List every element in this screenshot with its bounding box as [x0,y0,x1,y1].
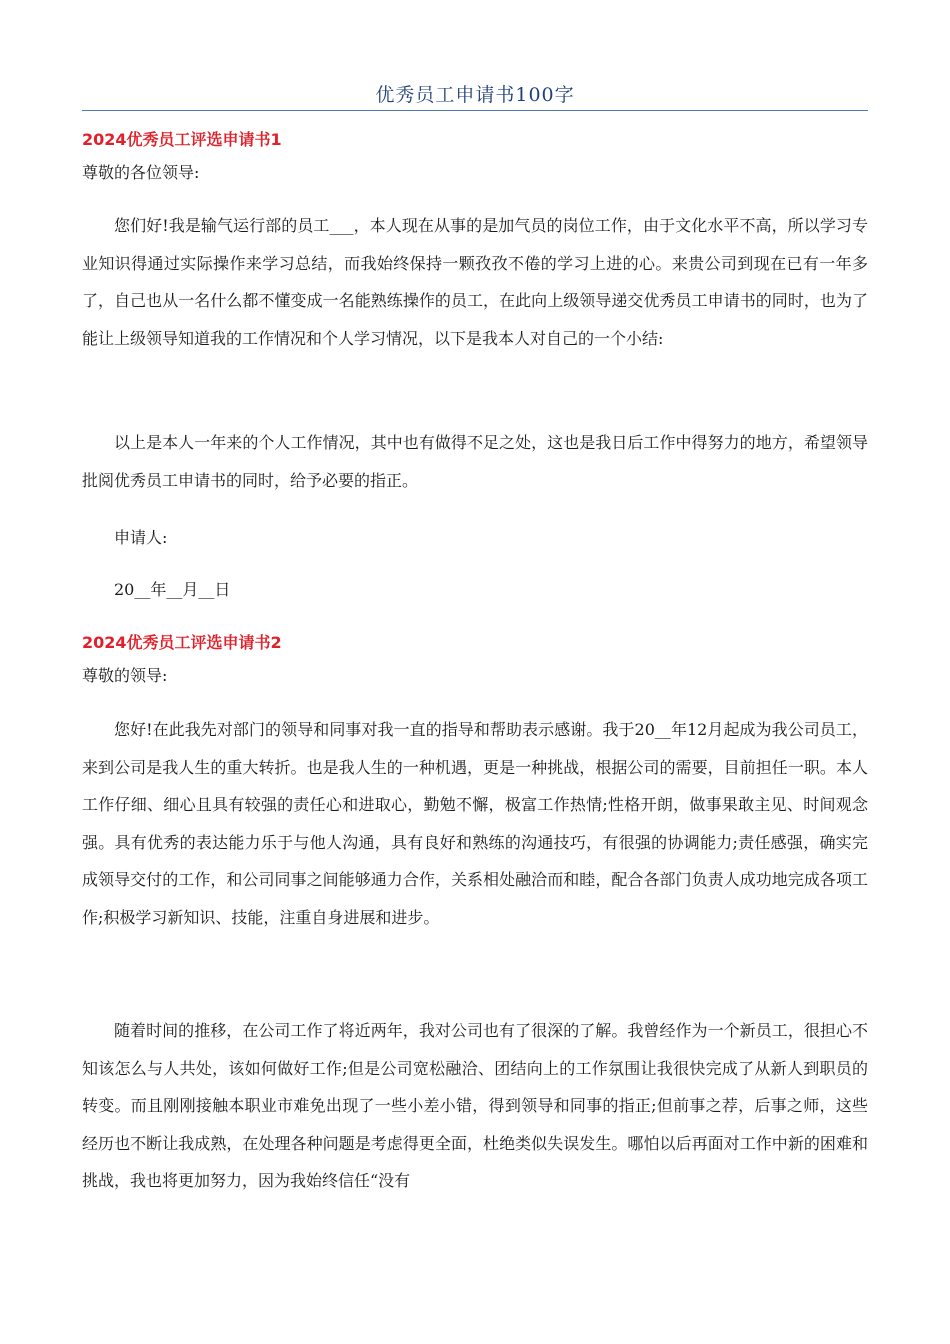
paragraph-2-1: 您好!在此我先对部门的领导和同事对我一直的指导和帮助表示感谢。我于20__年12月起成为我公司员工，来到公司是我人生的重大转折。也是我人生的一种机遇，更是一种挑战，根据公司的需要，目前担任一职。本人工作仔细、细心且具有较强的责任心和进取心，勤勉不懈，极富工作热情;性格开朗，做事果敢主见、时间观念强。具有优秀的表达能力乐于与他人沟通，具有良好和熟练的沟通技巧，有很强的协调能力;责任感强，确实完成领导交付的工作，和公司同事之间能够通力合作，关系相处融洽而和睦，配合各部门负责人成功地完成各项工作;积极学习新知识、技能，注重自身进展和进步。 [82,720,868,927]
document-title: 优秀员工申请书100字 [375,84,575,106]
title-divider [82,110,868,111]
date-line: 20__年__月__日 [114,580,231,599]
paragraph-1-2: 以上是本人一年来的个人工作情况，其中也有做得不足之处，这也是我日后工作中得努力的地方，希望领导批阅优秀员工申请书的同时，给予必要的指正。 [82,433,868,490]
section-heading-2: 2024优秀员工评选申请书2 [82,633,282,652]
paragraph-2-2: 随着时间的推移，在公司工作了将近两年，我对公司也有了很深的了解。我曾经作为一个新员工，很担心不知该怎么与人共处，该如何做好工作;但是公司宽松融洽、团结向上的工作氛围让我很快完成了从新人到职员的转变。而且刚刚接触本职业市难免出现了一些小差小错，得到领导和同事的指正;但前事之荐，后事之师，这些经历也不断让我成熟，在处理各种问题是考虑得更全面，杜绝类似失误发生。哪怕以后再面对工作中新的困难和挑战，我也将更加努力，因为我始终信任“没有 [82,1021,868,1190]
salutation-1: 尊敬的各位领导: [82,163,200,182]
paragraph-1-1: 您们好!我是输气运行部的员工___，本人现在从事的是加气员的岗位工作，由于文化水平不高，所以学习专业知识得通过实际操作来学习总结，而我始终保持一颗孜孜不倦的学习上进的心。来贵公司到现在已有一年多了，自己也从一名什么都不懂变成一名能熟练操作的员工，在此向上级领导递交优秀员工申请书的同时，也为了能让上级领导知道我的工作情况和个人学习情况，以下是我本人对自己的一个小结: [82,216,868,348]
applicant-label: 申请人: [114,528,168,547]
section-heading-1: 2024优秀员工评选申请书1 [82,130,282,149]
salutation-2: 尊敬的领导: [82,666,168,685]
